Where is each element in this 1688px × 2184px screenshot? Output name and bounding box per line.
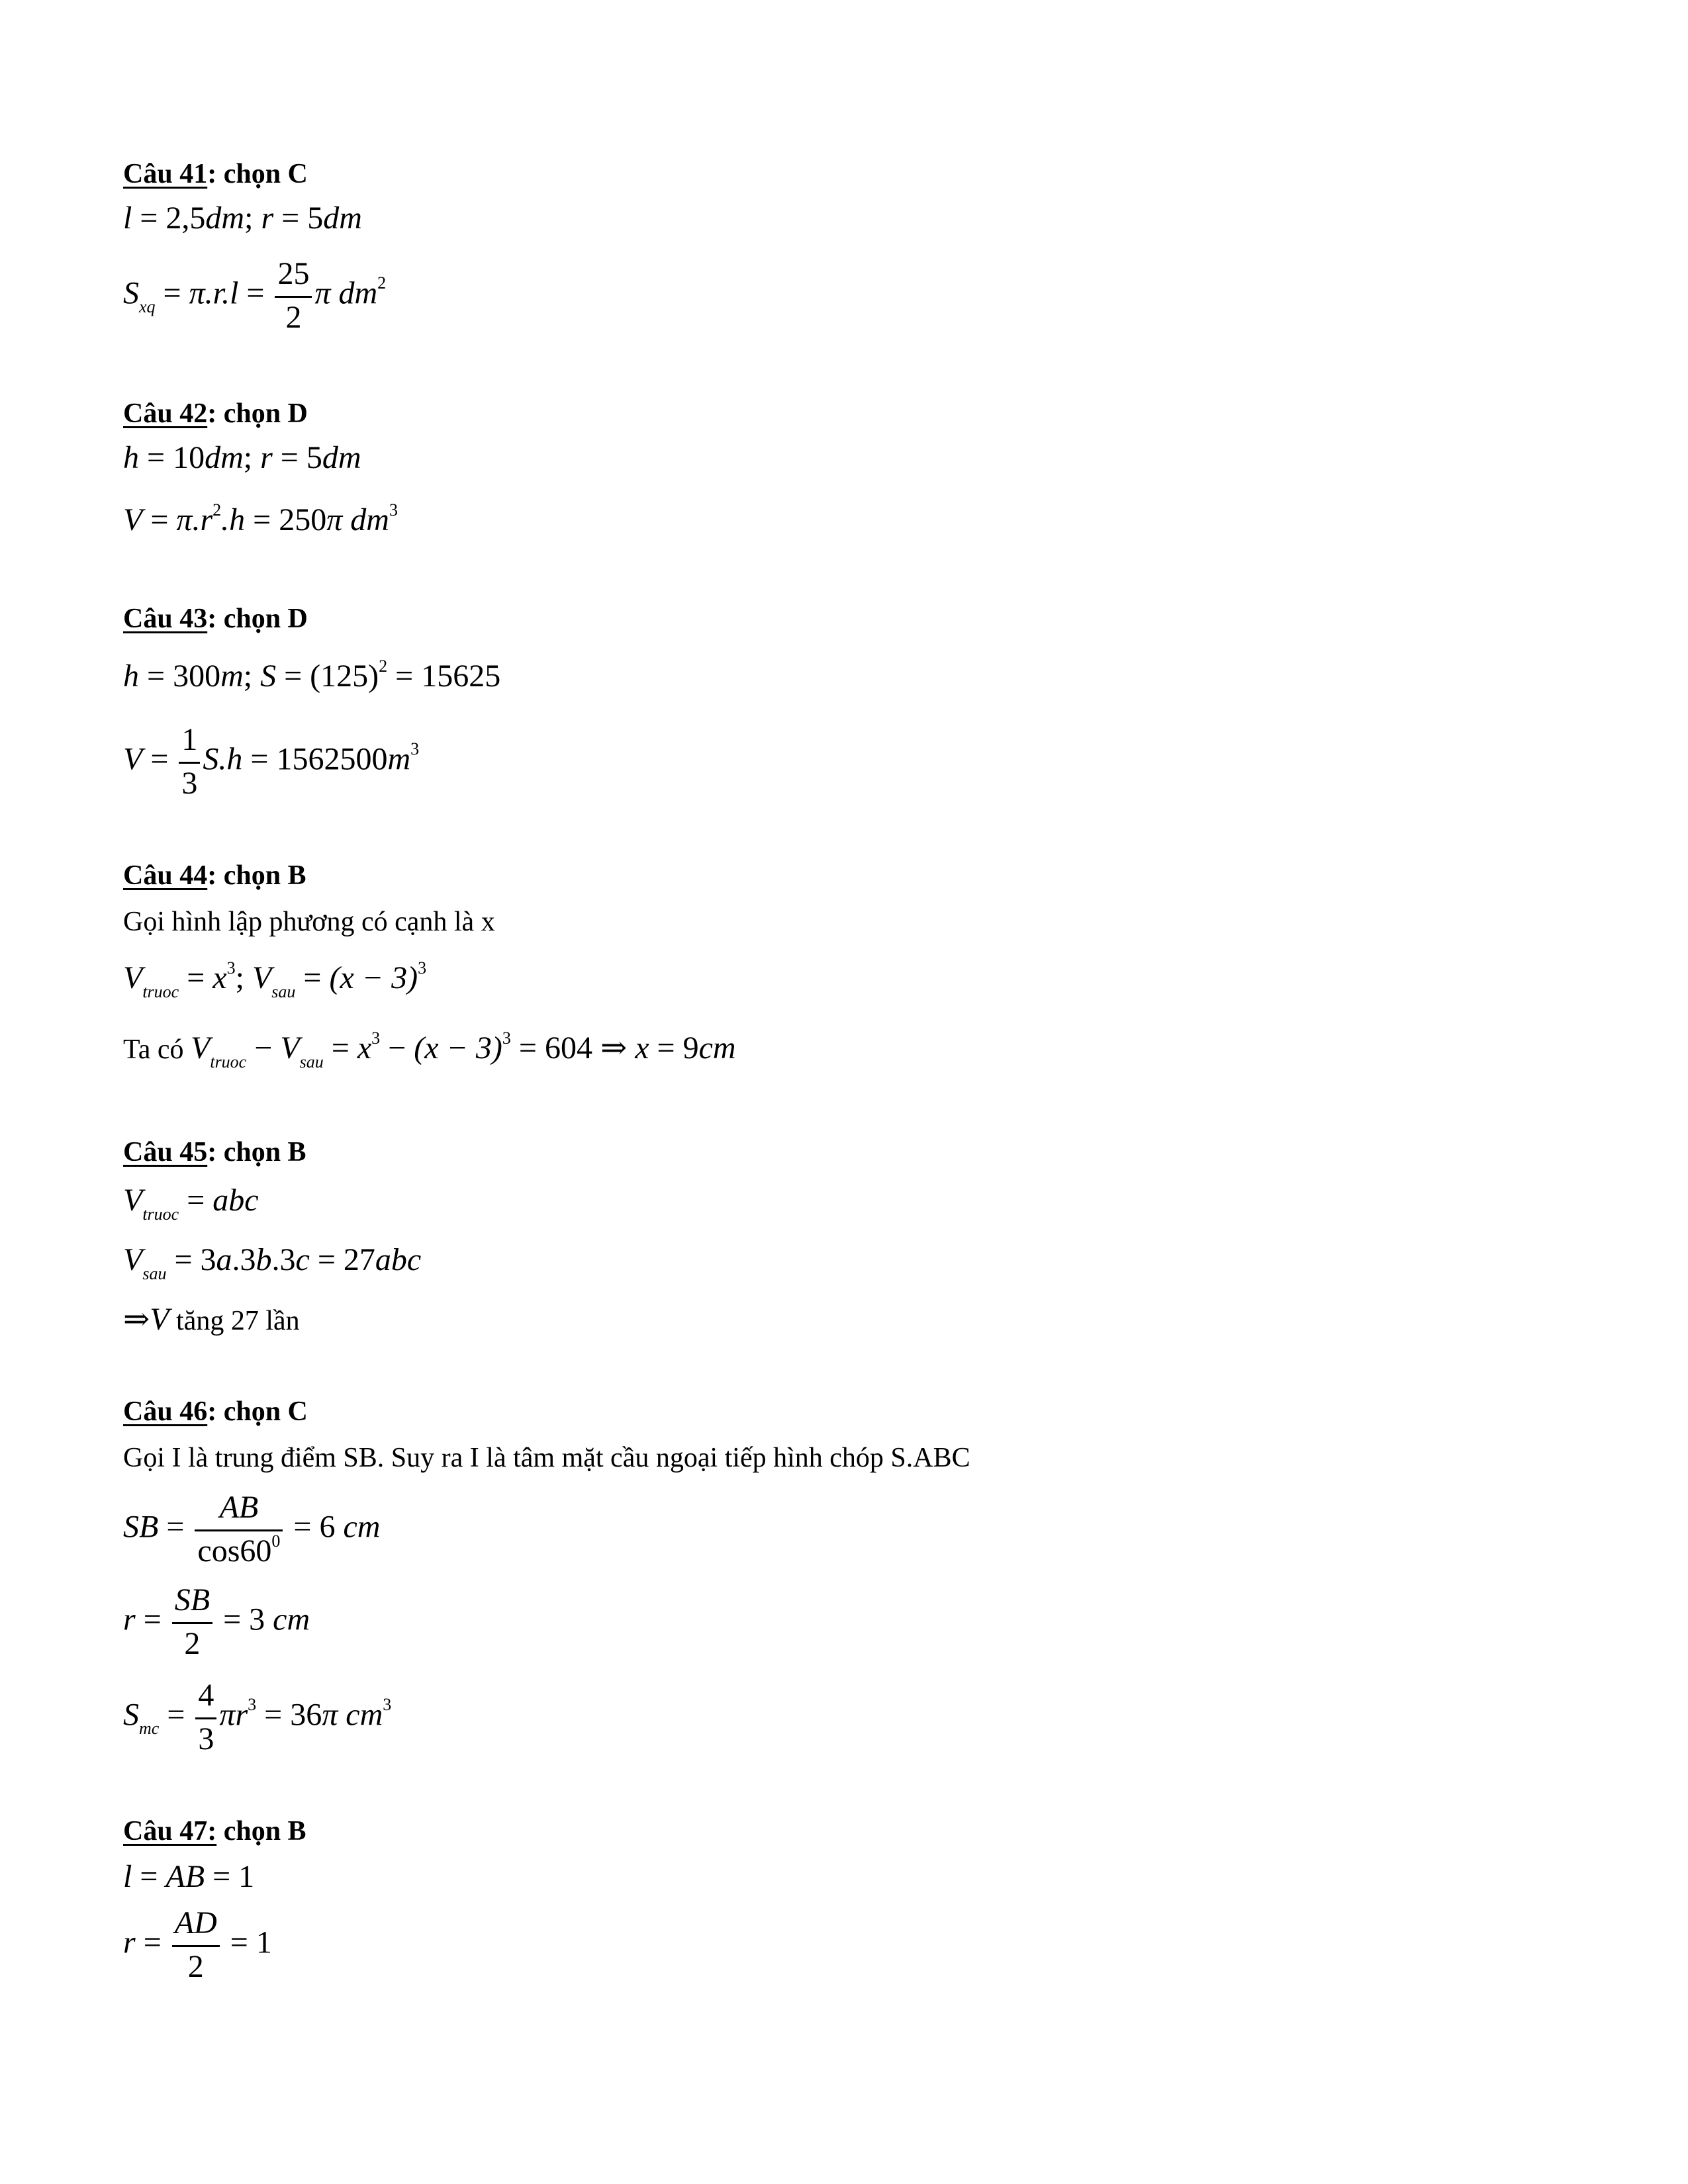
q43-number: Câu 43 bbox=[123, 604, 208, 634]
q43-line2: V = $\frac{1}{3}$ $S.h = 1562500m^3$ bbox=[123, 722, 420, 801]
q41-number: Câu 41 bbox=[123, 159, 208, 189]
q41-fraction: $\frac{25}{2}$ bbox=[275, 257, 312, 336]
q44-line3: Ta có $V_{truoc} - V_{sau} = x^3 - (x - 3)^3 = 604$ ⇒ x = 9cm bbox=[123, 1028, 736, 1071]
q41-heading bbox=[123, 160, 308, 188]
q47-line2: r = $\frac{AD}{2}$ = 1 bbox=[123, 1905, 272, 1984]
q42-line1: h = 10dm; r = 5dm bbox=[123, 440, 361, 475]
q46-fraction-sb: $\frac{AB}{\cos 60^0}$ bbox=[195, 1490, 283, 1569]
q47-answer: chọn B bbox=[216, 1816, 306, 1846]
q42-line2: $V = \pi.r^2.h = 250\pi$ $dm^3$ bbox=[123, 500, 398, 537]
q46-heading bbox=[123, 1398, 308, 1426]
q41-line1: l = 2,5dm; r = 5dm bbox=[123, 201, 362, 236]
q47-line1: l = AB = 1 bbox=[123, 1859, 255, 1894]
q44-line2: $V_{truoc} = x^3$; $V_{sau} = (x - 3)^3$ bbox=[123, 958, 427, 1001]
q43-fraction: $\frac{1}{3}$ bbox=[179, 723, 200, 801]
q41-answer: : chọn C bbox=[207, 159, 308, 189]
q47-fraction: $\frac{AD}{2}$ bbox=[172, 1906, 220, 1985]
q43-heading bbox=[123, 605, 308, 633]
q45-number: Câu 45 bbox=[123, 1137, 208, 1167]
q45-heading bbox=[123, 1138, 306, 1166]
q46-line3: r = $\frac{SB}{2}$ = 3 cm bbox=[123, 1582, 310, 1661]
q47-number: Câu 47: bbox=[123, 1816, 217, 1846]
q45-line3: ⇒V tăng 27 lần bbox=[123, 1302, 300, 1337]
q44-text: Gọi hình lập phương có cạnh là x bbox=[123, 907, 495, 937]
q45-line1: $V_{truoc}$ = abc bbox=[123, 1183, 259, 1224]
q45-line2: $V_{sau} = 3a.3b.3c = 27abc$ bbox=[123, 1242, 422, 1283]
q46-answer: : chọn C bbox=[207, 1396, 308, 1427]
q46-fraction-r: $\frac{SB}{2}$ bbox=[172, 1583, 212, 1662]
q43-answer: : chọn D bbox=[207, 604, 308, 634]
q42-answer: : chọn D bbox=[207, 398, 308, 429]
q46-line2: SB = $\frac{AB}{\cos 60^0}$ = 6 cm bbox=[123, 1490, 381, 1569]
q44-answer: : chọn B bbox=[207, 860, 306, 891]
q46-text: Gọi I là trung điểm SB. Suy ra I là tâm mặt cầu ngoại tiếp hình chóp S.ABC bbox=[123, 1443, 970, 1473]
q44-heading bbox=[123, 862, 306, 889]
q41-line2: $S_{xq} = \pi.r.l$ = $\frac{25}{2}$ π $dm^2$ bbox=[123, 256, 387, 335]
q46-fraction-smc: $\frac{4}{3}$ bbox=[195, 1678, 216, 1757]
q47-heading bbox=[123, 1817, 306, 1845]
q45-answer: : chọn B bbox=[207, 1137, 306, 1167]
q43-line1: h = 300m; $S = (125)^2 = 15625$ bbox=[123, 657, 501, 694]
q42-number: Câu 42 bbox=[123, 398, 208, 429]
q42-heading bbox=[123, 400, 308, 428]
q46-line4: $S_{mc}$ = $\frac{4}{3}$ $\pi r^3 = 36\pi$ $cm^3$ bbox=[123, 1678, 392, 1756]
q46-number: Câu 46 bbox=[123, 1396, 208, 1427]
q44-number: Câu 44 bbox=[123, 860, 208, 891]
